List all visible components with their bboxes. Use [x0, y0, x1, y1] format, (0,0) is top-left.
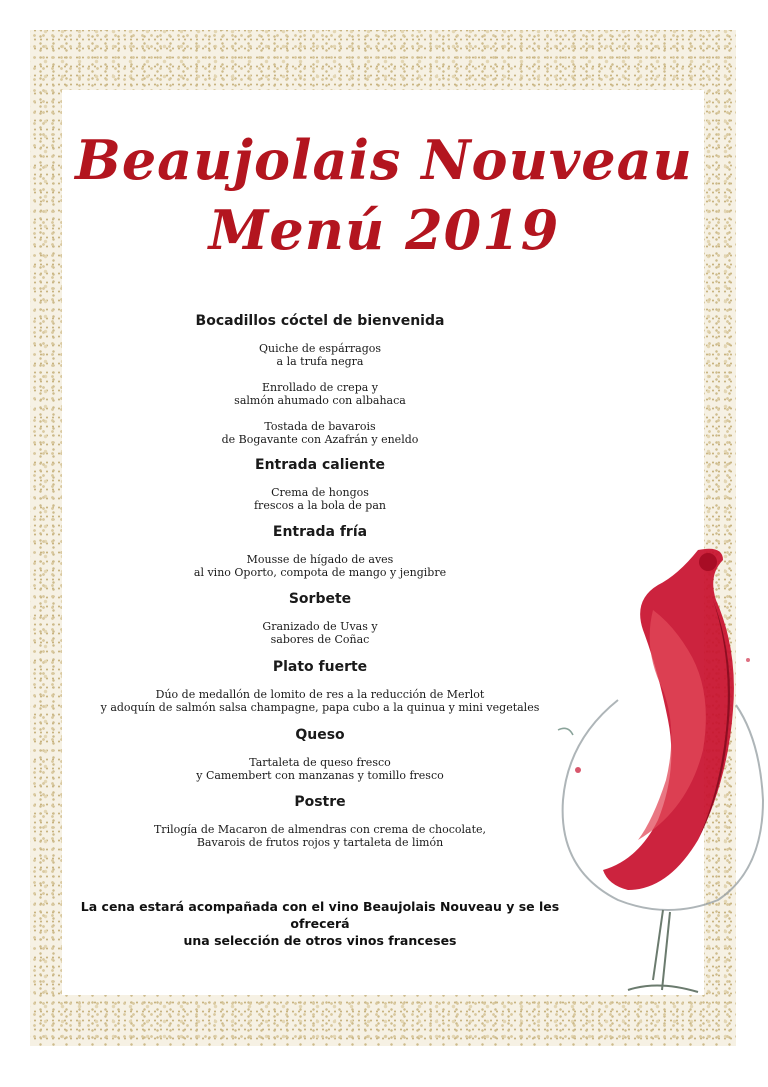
paint-splash	[746, 658, 750, 662]
section-title: Entrada caliente	[255, 457, 385, 473]
wine-glass-illustration	[548, 540, 768, 1000]
section-title: Sorbete	[288, 591, 352, 607]
menu-item-line: Dúo de medallón de lomito de res a la reducción de Merlot	[155, 688, 485, 701]
menu-item-line: frescos a la bola de pan	[253, 499, 386, 512]
menu-item-line: Crema de hongos	[271, 486, 369, 499]
menu-item-line: Tartaleta de queso fresco	[249, 756, 391, 769]
menu-item-line: Enrollado de crepa y	[261, 381, 379, 394]
menu-item-line: Quiche de espárragos	[258, 342, 382, 355]
menu-item-line: Bavarois de frutos rojos y tartaleta de limón	[196, 836, 444, 849]
menu-title: Beaujolais Nouveau	[75, 128, 693, 192]
menu-item-line: al vino Oporto, compota de mango y jengibre	[193, 566, 447, 579]
menu-item-line: Tostada de bavarois	[264, 420, 376, 433]
menu-item	[70, 756, 570, 782]
menu-item	[70, 620, 570, 646]
menu-item	[70, 420, 570, 446]
section-title: Entrada fría	[272, 524, 368, 540]
menu-item	[70, 553, 570, 579]
menu-item-line: Granizado de Uvas y	[262, 620, 378, 633]
menu-item	[70, 381, 570, 407]
menu-sections	[70, 312, 570, 849]
wine-dress	[603, 549, 734, 890]
menu-item-line: y Camembert con manzanas y tomillo fresco	[196, 769, 444, 782]
paint-splash	[558, 728, 573, 735]
menu-item-line: y adoquín de salmón salsa champagne, papa cubo a la quinua y mini vegetales	[100, 701, 540, 714]
menu-item-line: a la trufa negra	[276, 355, 364, 368]
menu-section	[70, 312, 570, 330]
footer-note	[70, 898, 570, 949]
footer-line: La cena estará acompañada con el vino Beaujolais Nouveau y se les ofrecerá	[80, 899, 560, 931]
menu-item	[70, 823, 570, 849]
section-title: Bocadillos cóctel de bienvenida	[195, 313, 445, 329]
paint-splash	[575, 767, 581, 773]
menu-item-line: Trilogía de Macaron de almendras con crema de chocolate,	[153, 823, 487, 836]
section-title: Plato fuerte	[272, 659, 368, 675]
glass-stem	[653, 910, 670, 990]
section-title: Queso	[295, 727, 345, 743]
menu-subtitle: Menú 2019	[208, 198, 560, 262]
section-title: Postre	[294, 794, 346, 810]
menu-item-line: sabores de Coñac	[270, 633, 370, 646]
menu-item-line: Mousse de hígado de aves	[246, 553, 394, 566]
menu-item	[70, 688, 570, 714]
dancer-head	[699, 553, 717, 571]
footer-line: una selección de otros vinos franceses	[183, 933, 457, 948]
menu-item	[70, 342, 570, 368]
menu-item-line: salmón ahumado con albahaca	[234, 394, 406, 407]
menu-item-line: de Bogavante con Azafrán y eneldo	[221, 433, 419, 446]
menu-item	[70, 486, 570, 512]
